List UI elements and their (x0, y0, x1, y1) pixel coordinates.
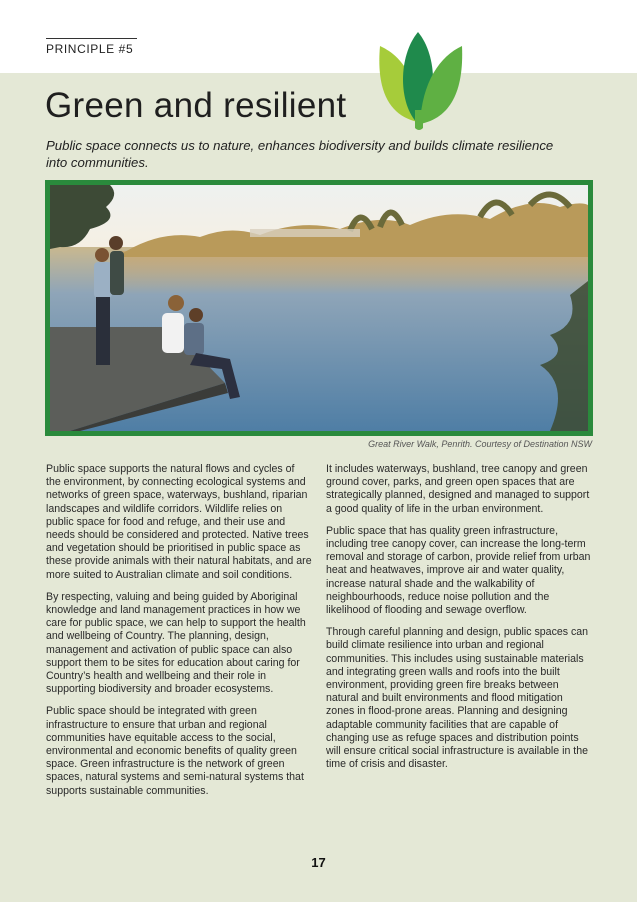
page-subtitle: Public space connects us to nature, enhances biodiversity and builds climate resilience into communities. (46, 138, 554, 170)
person-3-body (162, 313, 184, 353)
reflection-shape (120, 251, 588, 295)
body-paragraph: It includes waterways, bushland, tree canopy and green ground cover, parks, and green open spaces that are strategically planned, designed and managed to support a good quality of life in the urban environment. (326, 463, 590, 515)
body-column-right (326, 463, 592, 780)
page-title: Green and resilient (45, 86, 347, 125)
body-column-left (46, 463, 312, 807)
river-photo-frame (45, 180, 593, 436)
leaf-stem-shape (415, 110, 423, 130)
header-rule (46, 38, 137, 39)
body-paragraph: Public space that has quality green infrastructure, including tree canopy cover, can increase the long-term removal and storage of carbon, provide relief from urban heat and heatwaves, improve air and water quality, increase natural shade and the walkability of neighbourhoods, reduce noise pollution and the likelihood of flooding and sewage overflow. (326, 524, 591, 617)
leaf-icon (372, 30, 466, 132)
person-4-head (189, 308, 203, 322)
person-1-head (95, 248, 109, 262)
houses-shape (250, 229, 360, 237)
person-4-body (184, 323, 204, 355)
person-1-body (94, 262, 112, 298)
body-paragraph: Through careful planning and design, public spaces can build climate resilience into urban and regional communities. This includes using sustainable materials and integrating green walls and roofs into the built environment, providing green fire breaks between natural and built environments and flood mitigation zones in flood-prone areas. Planning and designing adaptable community facilities that are capable of changing use as refuge spaces and distribution points will ensure critical social infrastructure is available in the time of crisis and disaster. (326, 626, 589, 771)
river-photo (50, 185, 588, 431)
body-paragraph: Public space supports the natural flows and cycles of the environment, by connecting ecological systems and networks of green space, waterways, bushland, riparian landscapes and wildlife corridors. Wildlife relies on public space for food and refuge, and their use and needs should be considered and protected. Native trees and vegetation should be prioritised in public space as these provide animals with their natural habitats, and are more suited to Australian climate and soil conditions. (46, 463, 312, 581)
header-band (0, 0, 637, 73)
principle-label: PRINCIPLE #5 (46, 42, 134, 56)
person-2-head (109, 236, 123, 250)
person-3-head (168, 295, 184, 311)
photo-caption: Great River Walk, Penrith. Courtesy of Destination NSW (368, 439, 592, 449)
person-1-legs (96, 297, 110, 365)
body-paragraph: Public space should be integrated with green infrastructure to ensure that urban and regional communities have equitable access to the social, environmental and economic benefits of quality green space. Green infrastructure is the network of green spaces, natural systems and semi-natural systems that supports sustainable communities. (46, 705, 304, 797)
person-2-body (110, 251, 124, 295)
body-paragraph: By respecting, valuing and being guided by Aboriginal knowledge and land management practices in how we care for public space, we can help to support the health and wellbeing of Country. The planning, design, management and activation of public space can also support them to be sites for education about caring for Country’s health and wellbeing and their role in supporting biodiversity and broader ecosystems. (46, 590, 306, 696)
page-number: 17 (311, 855, 326, 870)
